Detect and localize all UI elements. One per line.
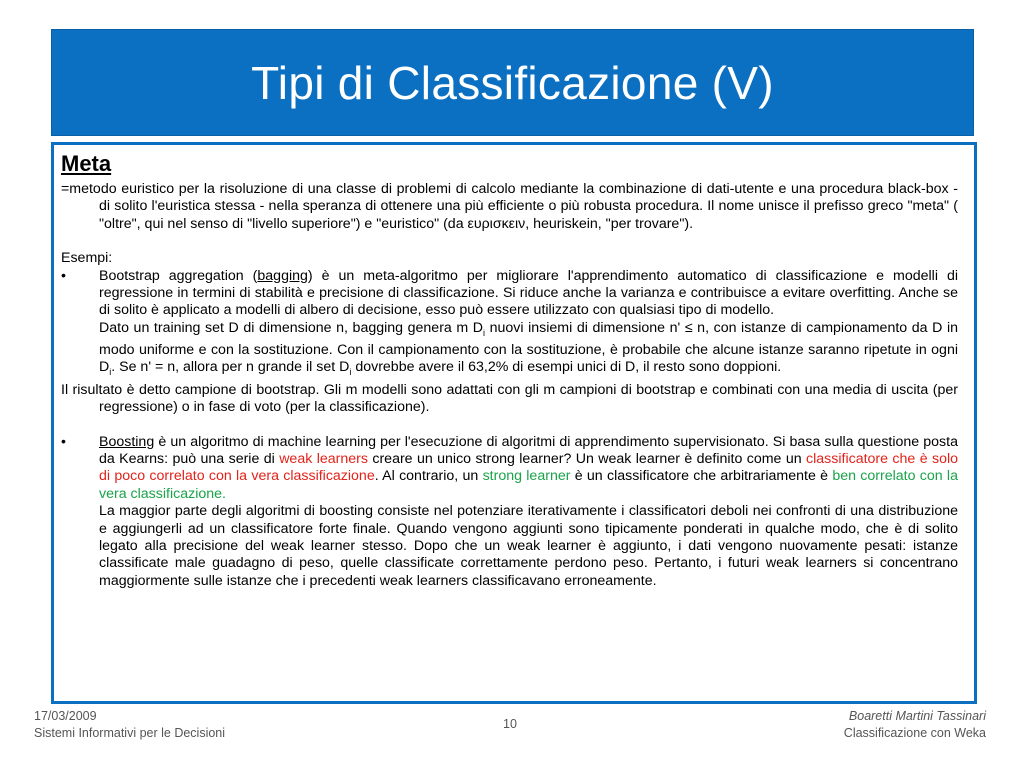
bagging-bullet: • Bootstrap aggregation (bagging) è un meta-algoritmo per migliorare l'apprendimento automatico di classificazione e modelli di regressione in termini di stabilità e precisione di classificazione. Si riduce anche la varianza e contribuisce a evitare overfitting. Anche se di solito è applicato a modelli di albero di decisione, esso può essere utilizzato con qualsiasi tipo di modello.	[61, 267, 959, 319]
slide-title: Tipi di Classificazione (V)	[251, 56, 774, 109]
strong-learner-text: strong learner	[482, 468, 571, 485]
bullet-icon: •	[61, 267, 66, 284]
content-box	[51, 142, 977, 704]
footer-left	[34, 708, 225, 742]
page-number: 10	[503, 717, 517, 731]
bagging-detail: Dato un training set D di dimensione n, bagging genera m $D_i$ nuovi insiemi di dimensione n' ≤ n, con istanze di campionamento da D in modo uniforme e con la sostituzione. Con il campionamento con la sostituzione, è probabile che alcune istanze saranno ripetute in ogni $D_i$. Se n' = n, allora per n grande il set $D_i$ dovrebbe avere il 63,2% di esempi unici di D, il resto sono doppioni.	[99, 319, 958, 378]
boosting-term: Boosting	[99, 433, 155, 450]
footer-date: 17/03/2009	[34, 709, 97, 723]
bullet-icon: •	[61, 433, 66, 450]
slide-title-bar	[51, 29, 974, 136]
bagging-result: Il risultato è detto campione di bootstrap. Gli m modelli sono adattati con gli m campioni di bootstrap e combinati con una media di uscita (per regressione) o in fase di voto (per la classificazione).	[61, 381, 958, 416]
boosting-detail: La maggior parte degli algoritmi di boosting consiste nel potenziare iterativamente i classificatori deboli nei confronti di una distribuzione e aggiungerli ad un classificatore forte finale. Quando vengono aggiunti sono tipicamente ponderati in qualche modo, che è di solito legato alla precisione del weak learner stesso. Dopo che un weak learner è aggiunto, i dati vengono nuovamente pesati: istanze classificate male guadagno di peso, quelle classificate correttamente perdono peso. Pertanto, i futuri weak learners si concentrano maggiormente sulle istanze che i precedenti weak learners classificavano erroneamente.	[99, 503, 958, 589]
footer-course: Sistemi Informativi per le Decisioni	[34, 726, 226, 740]
section-heading: Meta	[61, 151, 112, 176]
examples-label: Esempi:	[61, 250, 113, 267]
definition-paragraph: =metodo euristico per la risoluzione di una classe di problemi di calcolo mediante la combinazione di dati-utente e una procedura black-box - di solito l'euristica stessa - nella speranza di ottenere una più efficiente o più robusta procedura. Il nome unisce il prefisso greco "meta" ( "oltre", qui nel senso di "livello superiore") e "euristico" (da ευρισκειν, heuriskein, "per trovare").	[61, 181, 958, 232]
footer-authors: Boaretti Martini Tassinari	[848, 709, 986, 723]
footer-topic: Classificazione con Weka	[843, 726, 986, 740]
bagging-term: bagging	[257, 267, 308, 284]
weak-definition-text: classificatore che è solo di poco correlato con la vera classificazione	[99, 450, 959, 485]
weak-learners-text: weak learners	[279, 450, 368, 467]
boosting-bullet: • Boosting è un algoritmo di machine learning per l'esecuzione di algoritmi di apprendimento supervisionato. Si basa sulla questione posta da Kearns: può una serie di weak learners creare un unico strong learner? Un weak learner è definito come un classificatore che è solo di poco correlato con la vera classificazione. Al contrario, un strong learner è un classificatore che arbitrariamente è ben correlato con la vera classificazione.	[61, 433, 959, 502]
strong-definition-text: ben correlato con la vera classificazione.	[99, 468, 958, 502]
footer-right	[844, 708, 986, 742]
